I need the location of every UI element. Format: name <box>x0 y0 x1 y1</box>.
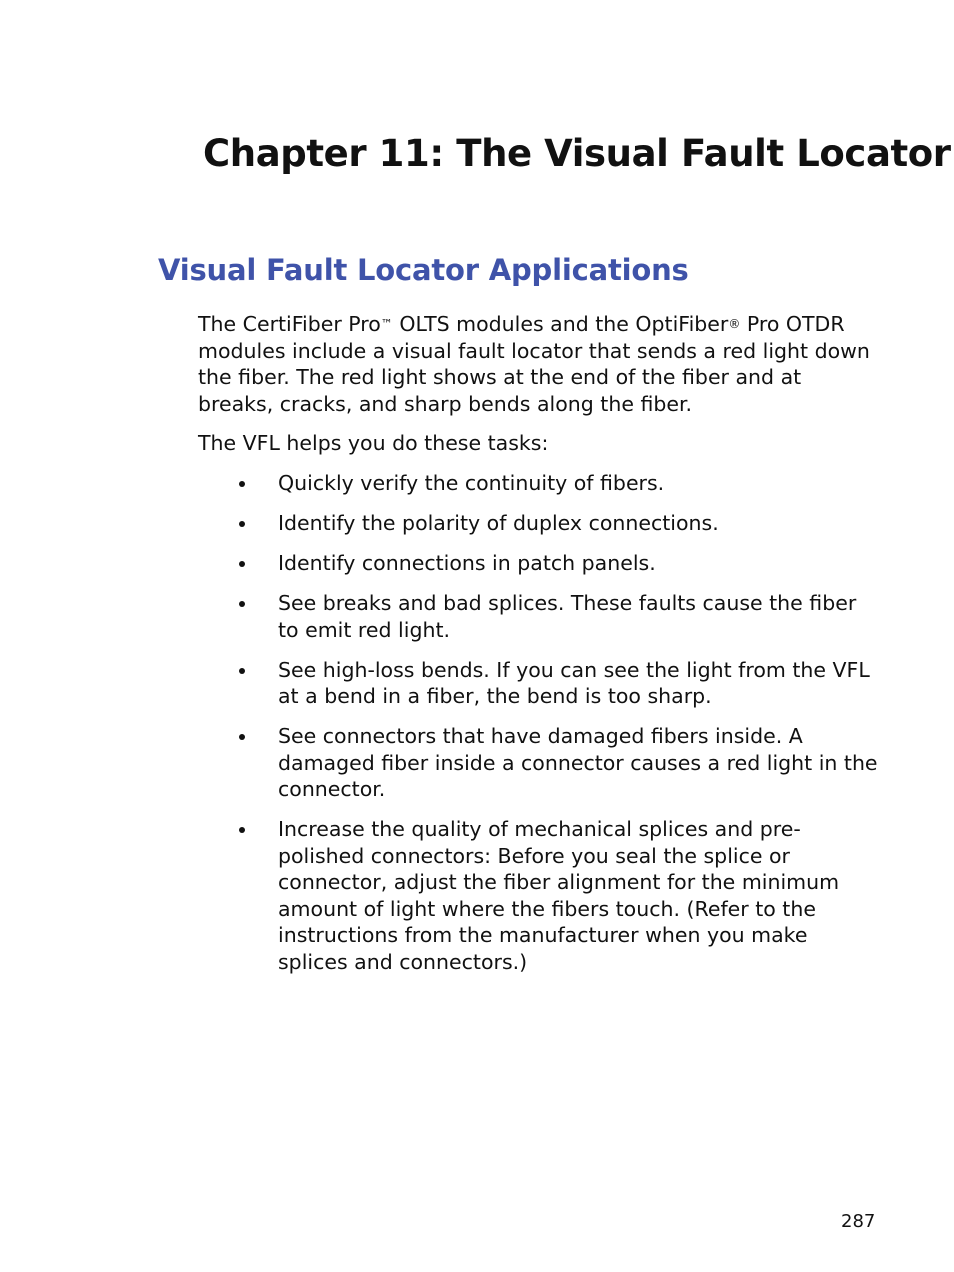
trademark-symbol: ™ <box>380 317 393 331</box>
bullet-icon <box>239 521 245 527</box>
list-item-text: Identify the polarity of duplex connections. <box>278 511 719 535</box>
list-item <box>238 816 878 975</box>
list-item <box>238 510 878 537</box>
intro-text-1: The CertiFiber Pro <box>198 312 381 336</box>
intro-text-3: Pro OTDR modules include a visual fault locator that sends a red light down the fiber. The red light shows at the end of the fiber and at breaks, cracks, and sharp bends along the fiber. <box>198 312 870 416</box>
bullet-icon <box>239 561 245 567</box>
tasks-lead: The VFL helps you do these tasks: <box>198 431 549 455</box>
bullet-icon <box>239 734 245 740</box>
registered-symbol: ® <box>728 317 741 331</box>
section-title: Visual Fault Locator Applications <box>158 253 689 287</box>
list-item-text: Identify connections in patch panels. <box>278 551 656 575</box>
list-item-text: See high-loss bends. If you can see the light from the VFL at a bend in a fiber, the bend is too sharp. <box>278 657 870 708</box>
bullet-icon <box>239 827 245 833</box>
chapter-title: Chapter 11: The Visual Fault Locator <box>203 132 951 175</box>
list-item <box>238 590 878 643</box>
list-item-text: Quickly verify the continuity of fibers. <box>278 471 665 495</box>
bullet-icon <box>239 481 245 487</box>
intro-paragraph <box>198 311 878 417</box>
page-number: 287 <box>841 1211 876 1232</box>
list-item <box>238 470 878 497</box>
list-item-text: See connectors that have damaged fibers inside. A damaged fiber inside a connector causes a red light in the connector. <box>278 724 878 801</box>
list-item-text: See breaks and bad splices. These faults cause the fiber to emit red light. <box>278 591 857 642</box>
intro-text-2: OLTS modules and the OptiFiber <box>392 312 729 336</box>
list-item <box>238 723 878 803</box>
tasks-list <box>238 470 878 989</box>
list-item <box>238 550 878 577</box>
list-item-text: Increase the quality of mechanical splices and pre-polished connectors: Before you seal the splice or connector, adjust the fiber alignment for the minimum amount of light where the fibers touch. (Refer to the instructions from the manufacturer when you make splices and connectors.) <box>278 817 840 974</box>
bullet-icon <box>239 668 245 674</box>
bullet-icon <box>239 601 245 607</box>
list-item <box>238 657 878 710</box>
